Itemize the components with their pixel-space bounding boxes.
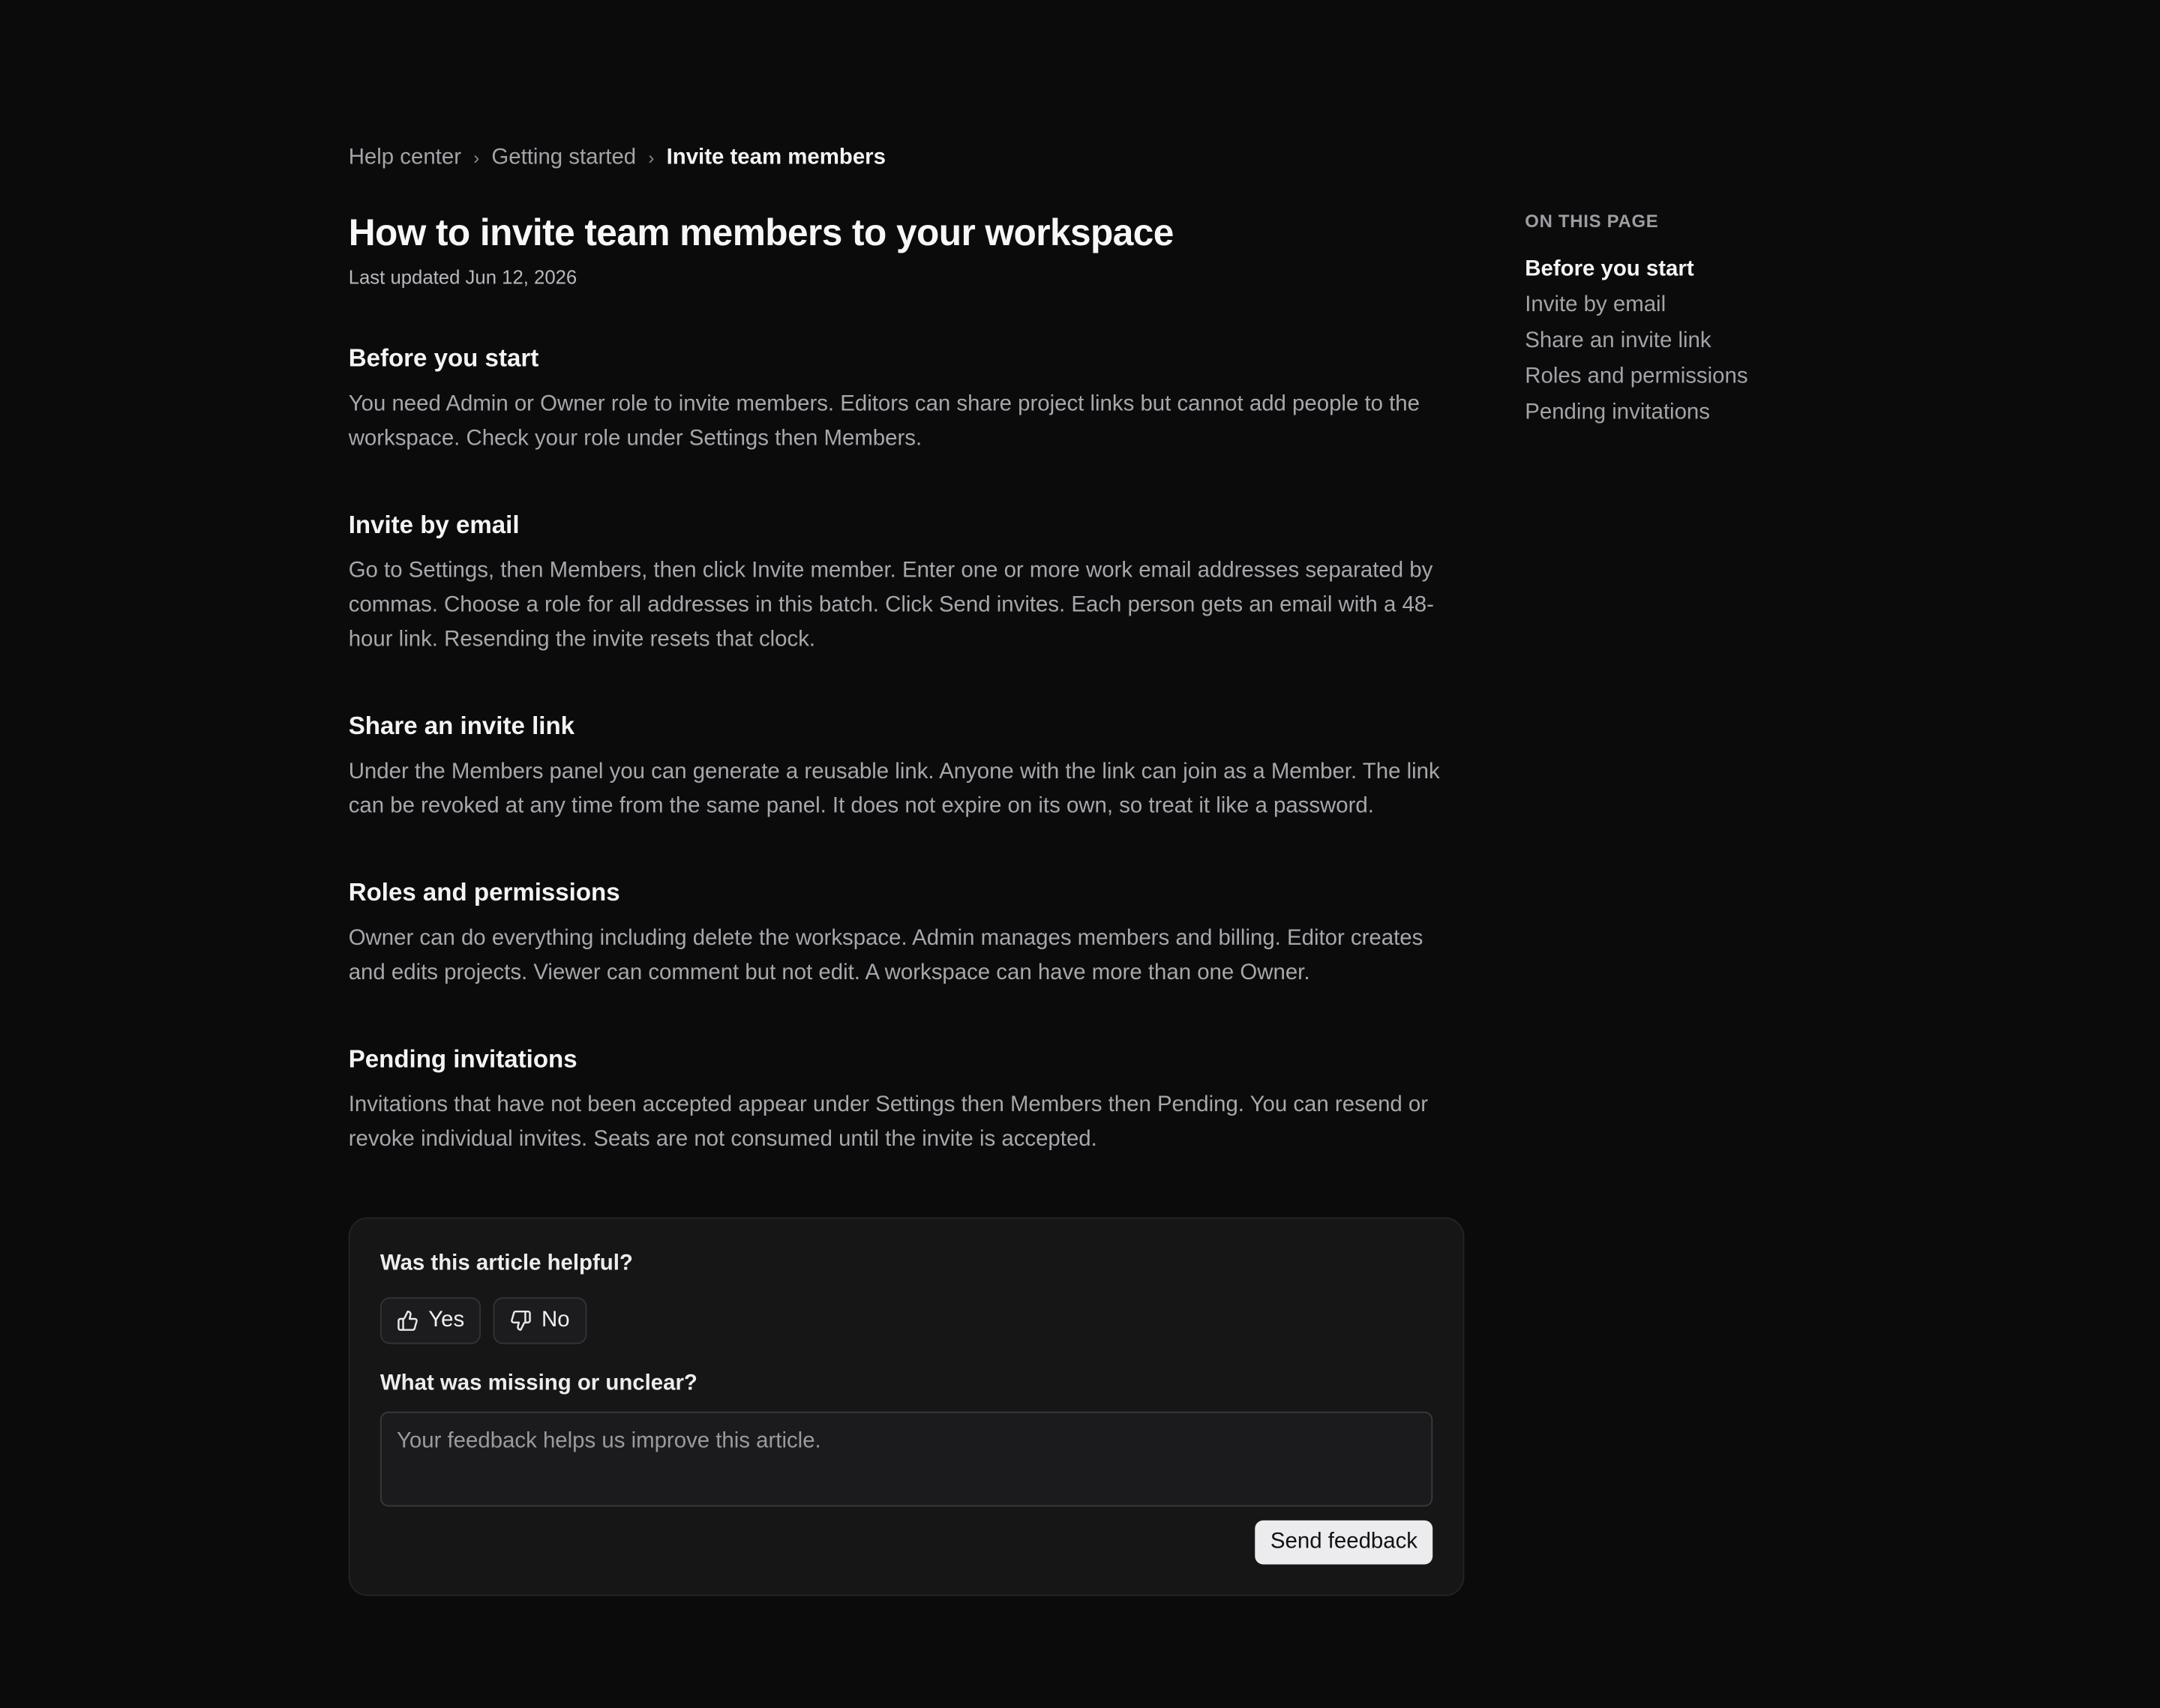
chevron-right-icon: › xyxy=(648,147,655,169)
section-roles-and-permissions xyxy=(349,876,1465,990)
yes-button[interactable] xyxy=(380,1297,481,1344)
section-share-invite-link xyxy=(349,709,1465,823)
section-body: Go to Settings, then Members, then click Invite member. Enter one or more work email addresses separated by commas. Choose a role for all addresses in this batch. Click Send invites. Each person gets an email with a 48-hour link. Resending the invite resets that clock. xyxy=(348,559,1434,652)
toc-item-invite-by-email[interactable]: Invite by email xyxy=(1525,293,1666,317)
no-button[interactable] xyxy=(494,1297,586,1344)
no-label: No xyxy=(542,1308,570,1332)
table-of-contents xyxy=(1525,209,1828,431)
feedback-card xyxy=(349,1218,1465,1596)
section-heading: Share an invite link xyxy=(348,712,575,740)
section-before-you-start xyxy=(349,342,1465,456)
section-body: Invitations that have not been accepted appear under Settings then Members then Pending. You can resend or revoke individual invites. Seats are not consumed until the invite is accepted. xyxy=(348,1093,1429,1152)
toc-item-before-you-start[interactable]: Before you start xyxy=(1525,257,1694,281)
article-main xyxy=(349,138,1465,1596)
toc-item-share-invite-link[interactable]: Share an invite link xyxy=(1525,328,1712,353)
section-body: You need Admin or Owner role to invite members. Editors can share project links but cannot add people to the workspace. Check your role under Settings then Members. xyxy=(348,392,1420,451)
page-title: How to invite team members to your workspace xyxy=(348,211,1174,253)
thumbs-up-icon xyxy=(397,1310,418,1332)
section-heading: Before you start xyxy=(348,344,539,372)
toc-item-roles-and-permissions[interactable]: Roles and permissions xyxy=(1525,364,1748,388)
section-heading: Invite by email xyxy=(348,511,520,539)
toc-title: ON THIS PAGE xyxy=(1525,211,1659,232)
breadcrumb xyxy=(349,138,1465,179)
section-invite-by-email xyxy=(349,508,1465,657)
section-pending-invitations xyxy=(349,1042,1465,1156)
chevron-right-icon: › xyxy=(473,147,480,169)
feedback-missing-label: What was missing or unclear? xyxy=(380,1371,698,1395)
feedback-textarea[interactable] xyxy=(380,1412,1432,1507)
breadcrumb-item-help-center[interactable]: Help center xyxy=(348,145,461,169)
breadcrumb-current: Invite team members xyxy=(666,145,886,169)
section-heading: Roles and permissions xyxy=(348,878,620,906)
yes-label: Yes xyxy=(428,1308,465,1332)
breadcrumb-item-getting-started[interactable]: Getting started xyxy=(491,145,637,169)
toc-list xyxy=(1525,252,1828,431)
feedback-buttons xyxy=(380,1297,1432,1344)
feedback-actions xyxy=(380,1521,1432,1565)
thumbs-down-icon xyxy=(510,1310,532,1332)
toc-item-pending-invitations[interactable]: Pending invitations xyxy=(1525,400,1710,424)
section-body: Under the Members panel you can generate a reusable link. Anyone with the link can join as a Member. The link can be revoked at any time from the same panel. It does not expire on its own, so treat it like a password. xyxy=(348,760,1440,819)
feedback-question: Was this article helpful? xyxy=(380,1251,633,1275)
last-updated: Last updated Jun 12, 2026 xyxy=(348,265,578,288)
section-body: Owner can do everything including delete the workspace. Admin manages members and billing. Editor creates and edits projects. Viewer can comment but not edit. A workspace can have more than one Owner. xyxy=(348,927,1424,985)
send-feedback-button[interactable]: Send feedback xyxy=(1256,1521,1432,1565)
section-heading: Pending invitations xyxy=(348,1045,578,1073)
